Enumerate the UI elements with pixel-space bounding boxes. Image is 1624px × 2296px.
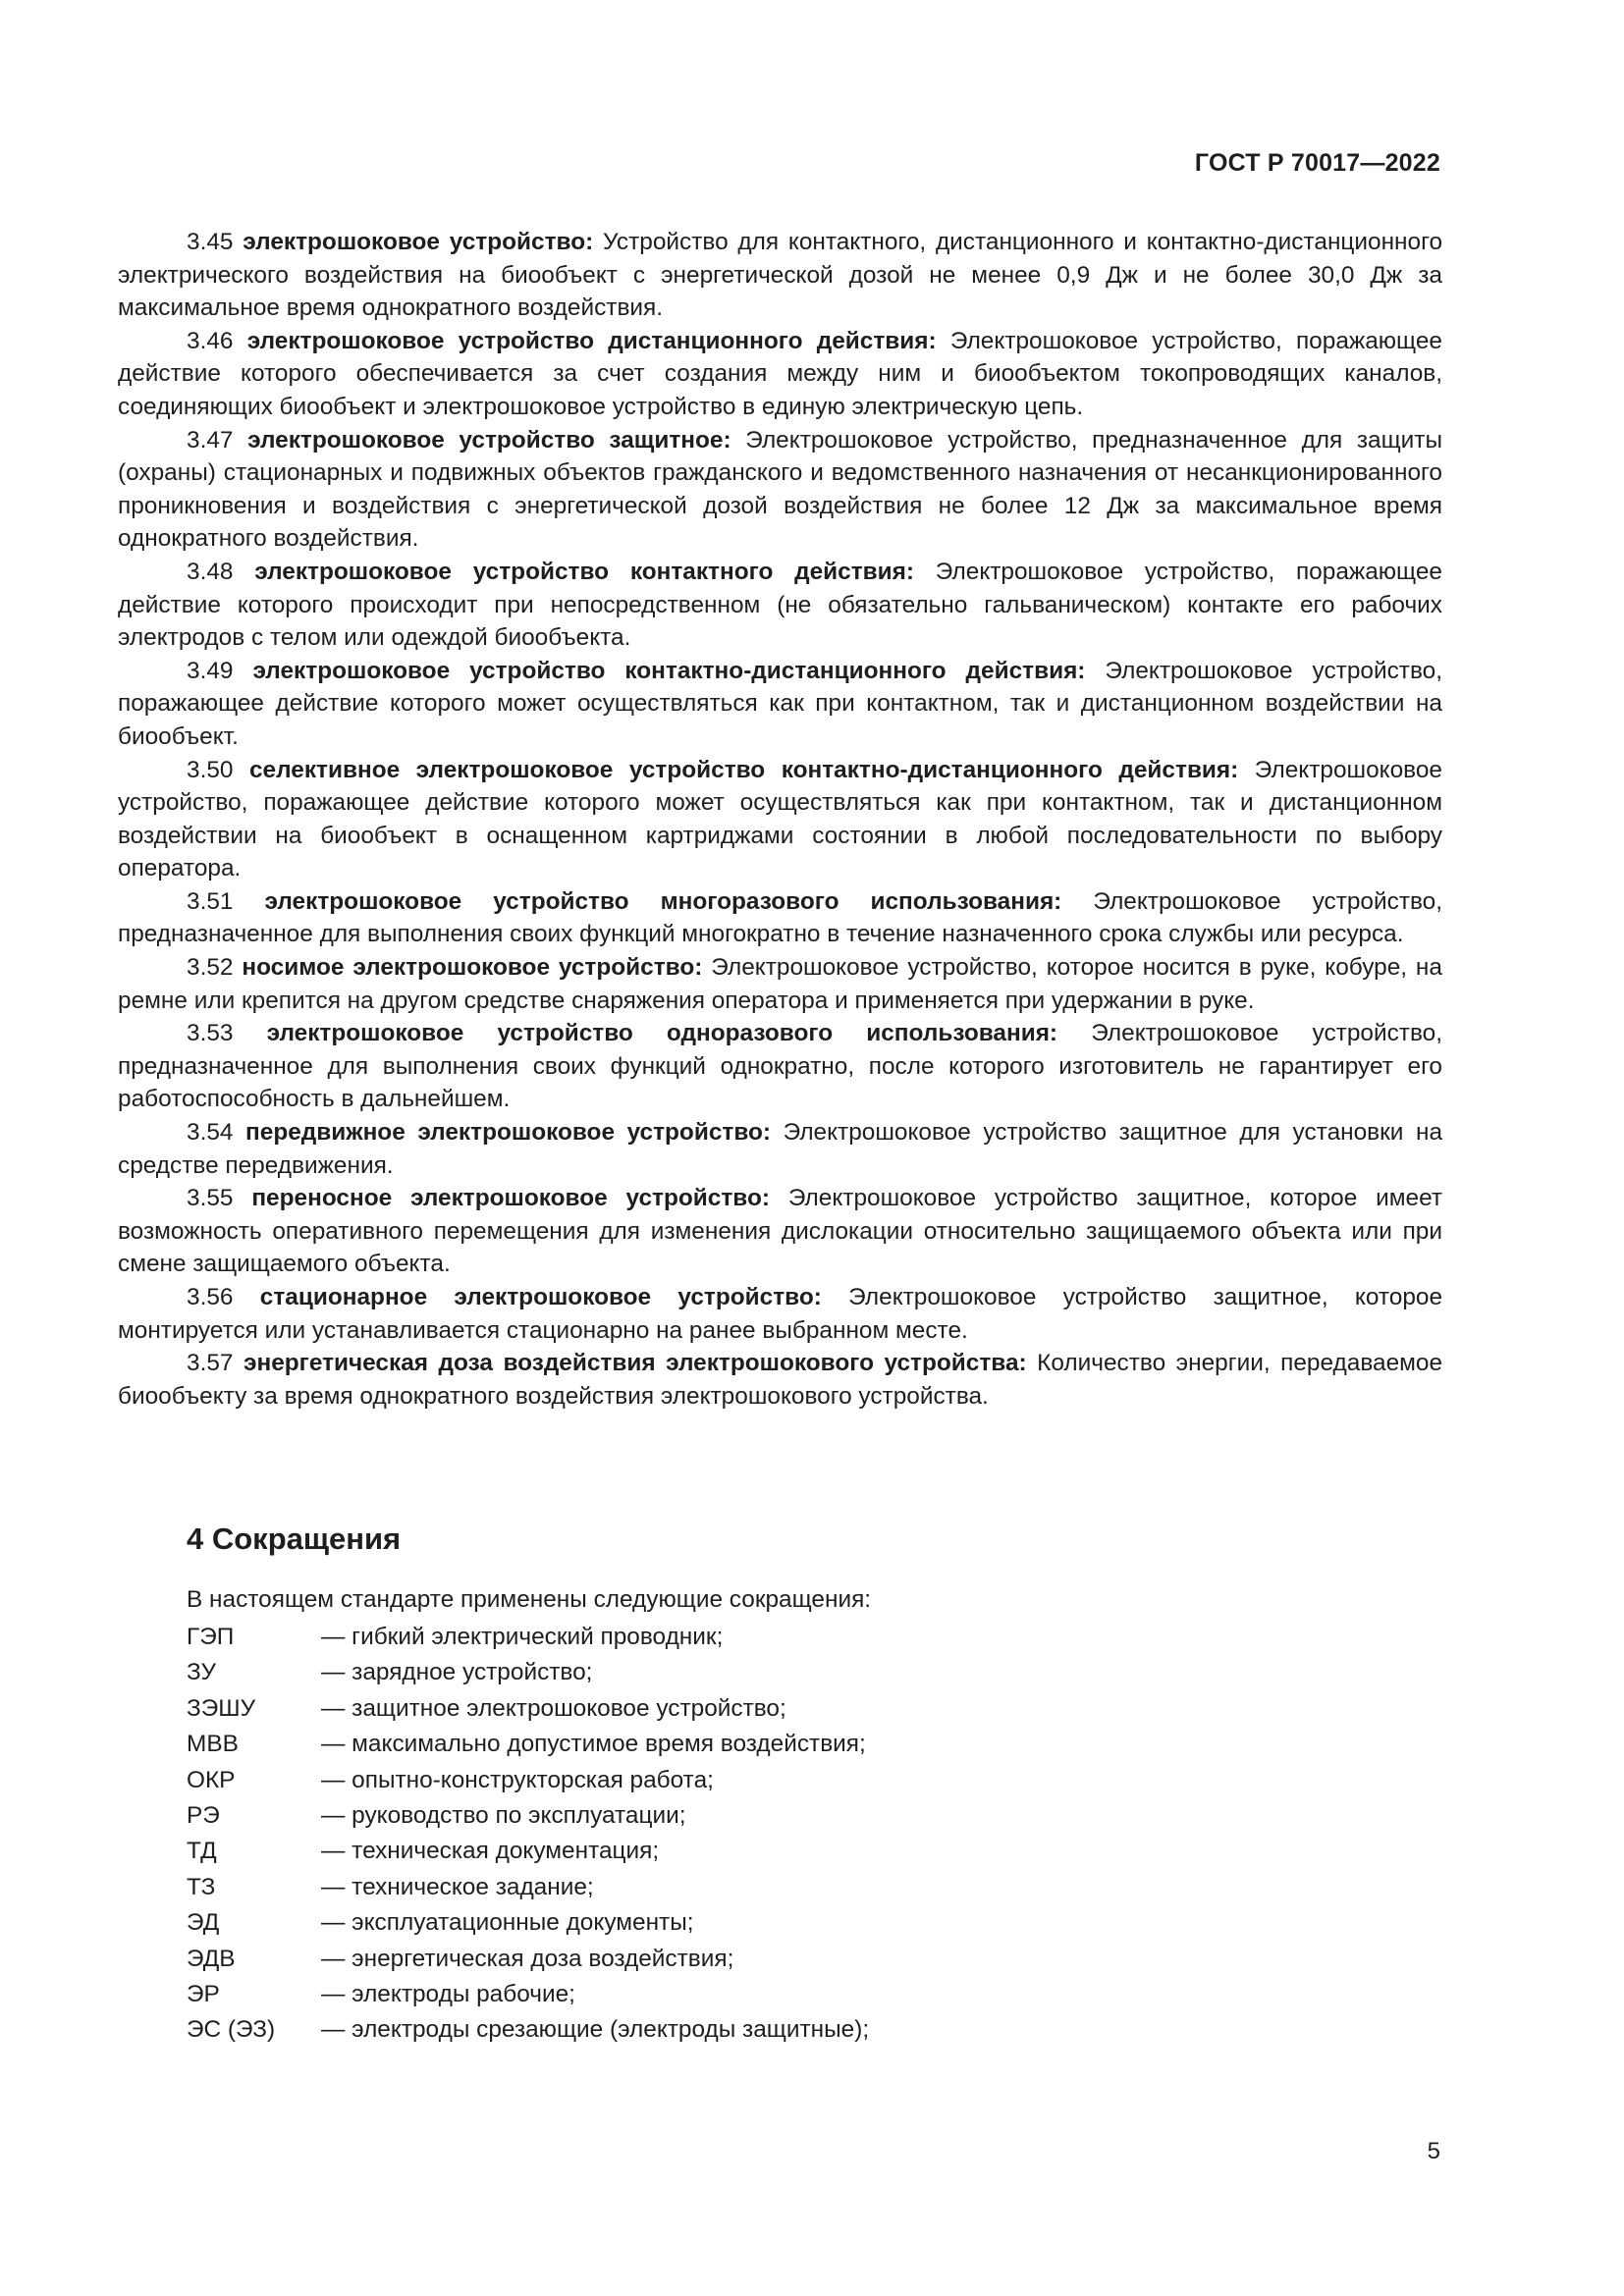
abbreviation-row (187, 1727, 869, 1762)
abbreviation-code: ТД (187, 1838, 217, 1865)
abbreviation-code: ЭС (ЭЗ) (187, 2016, 276, 2044)
term-3-57 (118, 1347, 1442, 1413)
abbreviation-row (187, 1942, 869, 1977)
abbreviation-definition: — эксплуатационные документы; (321, 1909, 694, 1937)
abbreviation-definition: — электроды срезающие (электроды защитные); (321, 2016, 870, 2044)
abbreviation-row (187, 1620, 869, 1655)
term-definition: Электрошоковое устройство, предназначенное для защиты (охраны) стационарных и подвижных объектов гражданского и ведомственного назначения от несанкционированного проникновения и воздействия с энергетической дозой воздействия не более 12 Дж за максимальное время однократного воздействия. (118, 426, 1443, 553)
term-definition: Электрошоковое устройство, предназначенное для выполнения своих функций однократно, после которого изготовитель не гарантирует его работоспособность в дальнейшем. (118, 1020, 1442, 1113)
abbreviation-code: ТЗ (187, 1873, 216, 1900)
abbreviation-row (187, 1977, 869, 2012)
term-title: электрошоковое устройство многоразового использования: (264, 887, 1062, 915)
term-title: электрошоковое устройство одноразового использования: (266, 1020, 1058, 1047)
term-title: электрошоковое устройство: (243, 229, 594, 255)
term-number: 3.52 (187, 954, 234, 982)
term-title: стационарное электрошоковое устройство: (259, 1284, 822, 1310)
abbreviation-code: ОКР (187, 1766, 236, 1793)
term-3-54 (118, 1116, 1442, 1182)
term-definition: Электрошоковое устройство, поражающее действие которого может осуществляться как при контактном, так и дистанционном воздействии на биообъект в оснащенном картриджами состоянии в любой последовательности по выбору оператора. (118, 756, 1442, 882)
term-number: 3.47 (187, 426, 234, 454)
term-definition: Устройство для контактного, дистанционного и контактно-дистанционного электрического воздействия на биообъект с энергетической дозой не менее 0,9 Дж и не более 30,0 Дж за максимальное время однократного воздействия. (118, 229, 1443, 322)
term-definition: Электрошоковое устройство защитное, которое имеет возможность оперативного перемещения для изменения дислокации относительно защищаемого объекта или при смене защищаемого объекта. (118, 1185, 1443, 1278)
term-definition: Электрошоковое устройство, поражающее действие которого может осуществляться как при контактном, так и дистанционном воздействии на биообъект. (118, 657, 1442, 750)
abbreviation-definition: — максимально допустимое время воздействия; (321, 1731, 866, 1758)
abbreviation-definition: — энергетическая доза воздействия; (321, 1945, 734, 1972)
abbreviation-code: МВВ (187, 1731, 239, 1758)
abbreviation-row (187, 1655, 869, 1690)
abbreviation-row (187, 2012, 869, 2048)
term-title: энергетическая доза воздействия электрошокового устройства: (244, 1350, 1027, 1377)
abbreviation-row (187, 1905, 869, 1941)
term-title: электрошоковое устройство контактного действия: (254, 558, 915, 585)
abbreviation-definition: — руководство по эксплуатации; (321, 1801, 686, 1829)
term-3-50 (118, 754, 1442, 885)
term-definition: Электрошоковое устройство, предназначенное для выполнения своих функций многократно в течение назначенного срока службы или ресурса. (118, 887, 1443, 948)
section-title: 4 Сокращения (187, 1522, 402, 1556)
term-title: электрошоковое устройство контактно-дистанционного действия: (252, 657, 1086, 684)
abbreviation-definition: — электроды рабочие; (321, 1980, 575, 2007)
abbreviation-row (187, 1870, 869, 1905)
abbreviation-row (187, 1798, 869, 1834)
term-3-55 (118, 1182, 1442, 1281)
term-title: электрошоковое устройство защитное: (247, 426, 731, 454)
term-3-46 (118, 325, 1442, 424)
term-title: селективное электрошоковое устройство контактно-дистанционного действия: (248, 756, 1239, 783)
term-3-53 (118, 1017, 1442, 1116)
term-3-49 (118, 655, 1442, 754)
term-number: 3.50 (187, 756, 234, 783)
term-number: 3.48 (187, 558, 234, 585)
term-number: 3.54 (187, 1119, 234, 1147)
term-3-48 (118, 556, 1442, 655)
term-definition: Электрошоковое устройство, поражающее действие которого обеспечивается за счет создания между ним и биообъектом токопроводящих каналов, соединяющих биообъект и электрошоковое устройство в единую электрическую цепь. (118, 327, 1442, 420)
term-title: переносное электрошоковое устройство: (251, 1185, 770, 1212)
abbreviation-definition: — техническое задание; (321, 1873, 594, 1900)
abbreviation-code: ГЭП (187, 1624, 235, 1650)
abbreviation-code: ЭДВ (187, 1945, 236, 1972)
term-3-56 (118, 1281, 1442, 1347)
term-definition: Электрошоковое устройство, поражающее действие которого происходит при непосредственном (не обязательно гальваническом) контакте его рабочих электродов с телом или одеждой биообъекта. (118, 558, 1442, 652)
abbreviation-code: ЭР (187, 1980, 220, 2007)
term-definition: Электрошоковое устройство, которое носится в руке, кобуре, на ремне или крепится на другом средстве снаряжения оператора и применяется при удержании в руке. (118, 954, 1442, 1014)
term-3-45 (118, 226, 1442, 325)
abbreviations-intro: В настоящем стандарте применены следующие сокращения: (187, 1586, 872, 1613)
term-number: 3.57 (187, 1350, 234, 1377)
term-number: 3.45 (187, 229, 234, 255)
term-number: 3.53 (187, 1020, 234, 1047)
term-3-52 (118, 951, 1442, 1017)
document-header: ГОСТ Р 70017—2022 (1194, 149, 1440, 177)
abbreviations-list (187, 1620, 869, 2049)
term-3-51 (118, 885, 1442, 951)
term-definition: Количество энергии, передаваемое биообъекту за время однократного воздействия электрошокового устройства. (118, 1350, 1443, 1410)
abbreviation-definition: — гибкий электрический проводник; (321, 1624, 724, 1650)
abbreviation-code: ЗУ (187, 1659, 216, 1686)
term-number: 3.46 (187, 327, 234, 354)
abbreviation-definition: — опытно-конструкторская работа; (321, 1766, 714, 1793)
term-number: 3.49 (187, 657, 234, 684)
term-title: передвижное электрошоковое устройство: (245, 1119, 772, 1147)
term-number: 3.51 (187, 887, 234, 915)
term-number: 3.55 (187, 1185, 234, 1212)
term-definition: Электрошоковое устройство защитное, которое монтируется или устанавливается стационарно на ранее выбранном месте. (118, 1284, 1443, 1344)
abbreviation-code: ЭД (187, 1909, 220, 1937)
abbreviation-definition: — защитное электрошоковое устройство; (321, 1694, 786, 1722)
term-number: 3.56 (187, 1284, 234, 1310)
abbreviation-definition: — техническая документация; (321, 1838, 660, 1865)
page-number: 5 (1427, 2138, 1440, 2164)
term-definition: Электрошоковое устройство защитное для установки на средстве передвижения. (118, 1119, 1443, 1179)
terms-section (118, 226, 1442, 1413)
abbreviation-code: ЗЭШУ (187, 1694, 256, 1722)
abbreviation-definition: — зарядное устройство; (321, 1659, 593, 1686)
term-title: электрошоковое устройство дистанционного действия: (246, 327, 937, 354)
abbreviation-row (187, 1834, 869, 1869)
term-title: носимое электрошоковое устройство: (242, 954, 703, 982)
abbreviation-row (187, 1763, 869, 1798)
abbreviation-code: РЭ (187, 1801, 220, 1829)
term-3-47 (118, 424, 1442, 556)
abbreviation-row (187, 1691, 869, 1727)
